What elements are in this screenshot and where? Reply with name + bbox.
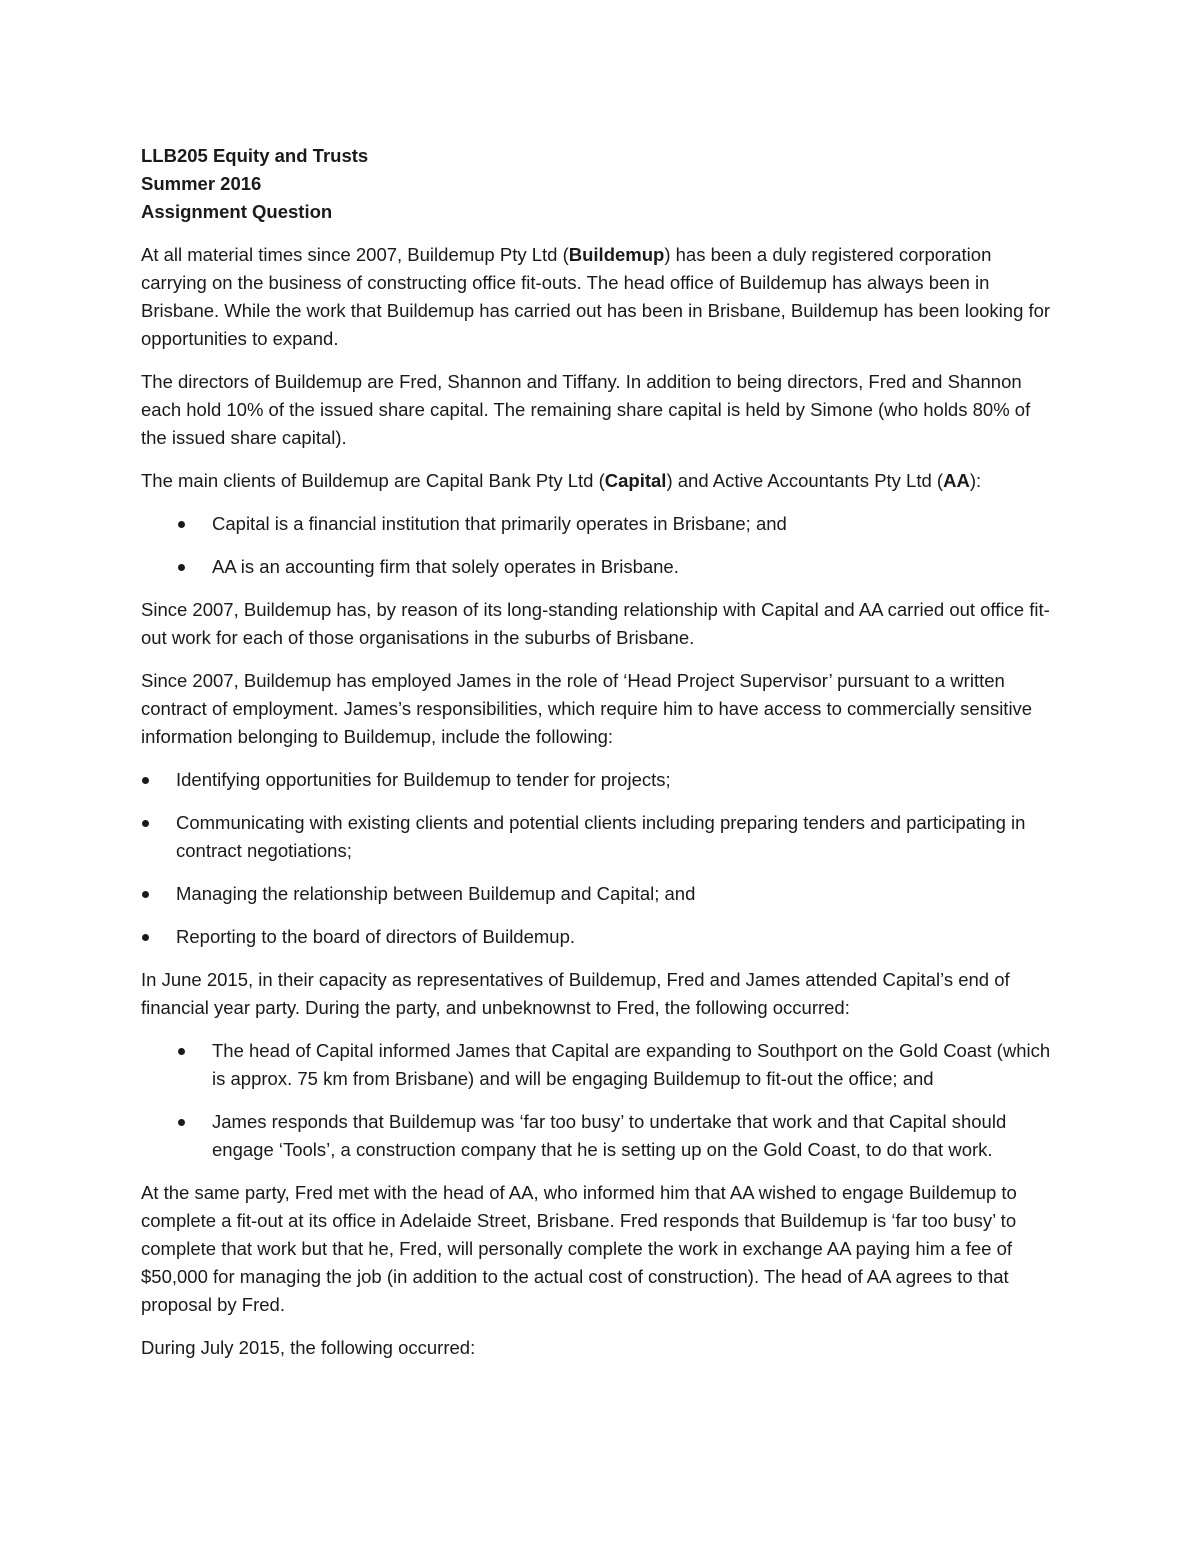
list-item [141,880,1056,908]
party-events-list [141,1037,1056,1164]
list-item-text: Identifying opportunities for Buildemup to tender for projects; [176,769,671,790]
list-item [141,809,1056,865]
list-item-text: Managing the relationship between Buildemup and Capital; and [176,883,696,904]
bullet-icon [178,1048,185,1055]
text-run: ): [969,470,982,491]
defined-term-aa: AA [943,470,970,491]
bullet-icon [142,777,149,784]
paragraph-relationship: Since 2007, Buildemup has, by reason of its long-standing relationship with Capital and AA carried out office fit-out work for each of those organisations in the suburbs of Brisbane. [141,599,1050,648]
text-run: At all material times since 2007, Buildemup Pty Ltd ( [141,244,569,265]
course-title: LLB205 Equity and Trusts [141,145,369,166]
bullet-icon [142,934,149,941]
defined-term-capital: Capital [604,470,667,491]
list-item-text: Reporting to the board of directors of Buildemup. [176,926,576,947]
paragraph-company-background [141,241,1056,353]
list-item-text: AA is an accounting firm that solely operates in Brisbane. [212,556,679,577]
list-item [141,553,1056,581]
list-item-text: Communicating with existing clients and potential clients including preparing tenders and participating in contract negotiations; [176,812,1026,861]
document-title: Assignment Question [141,201,333,222]
text-run: ) has been a duly registered corporation carrying on the business of constructing office fit-outs. The head office of Buildemup has always been in Brisbane. While the work that Buildemup has carried out has been in Brisbane, Buildemup has been looking for opportunities to expand. [141,244,1051,349]
list-item [141,923,1056,951]
list-item-text: James responds that Buildemup was ‘far too busy’ to undertake that work and that Capital should engage ‘Tools’, a construction company that he is setting up on the Gold Coast, to do that work. [212,1111,1007,1160]
paragraph-james-role: Since 2007, Buildemup has employed James in the role of ‘Head Project Supervisor’ pursuant to a written contract of employment. James’s responsibilities, which require him to have access to commercially sensitive information belonging to Buildemup, include the following: [141,670,1033,747]
text-run: ) and Active Accountants Pty Ltd ( [666,470,944,491]
paragraph-directors: The directors of Buildemup are Fred, Shannon and Tiffany. In addition to being directors, Fred and Shannon each hold 10% of the issued share capital. The remaining share capital is held by Simone (who holds 80% of the issued share capital). [141,371,1031,448]
term-label: Summer 2016 [141,173,262,194]
defined-term-buildemup: Buildemup [568,244,665,265]
list-item [141,766,1056,794]
list-item [141,510,1056,538]
text-run: The main clients of Buildemup are Capital Bank Pty Ltd ( [141,470,605,491]
paragraph-july: During July 2015, the following occurred: [141,1337,476,1358]
responsibilities-list [141,766,1056,951]
list-item [141,1037,1056,1093]
document-body [141,142,1056,1377]
paragraph-june-party: In June 2015, in their capacity as representatives of Buildemup, Fred and James attended Capital’s end of financial year party. During the party, and unbeknownst to Fred, the following occurred: [141,969,1010,1018]
list-item [141,1108,1056,1164]
bullet-icon [178,521,185,528]
bullet-icon [178,1119,185,1126]
bullet-icon [178,564,185,571]
list-item-text: Capital is a financial institution that primarily operates in Brisbane; and [212,513,787,534]
bullet-icon [142,820,149,827]
clients-list [141,510,1056,581]
list-item-text: The head of Capital informed James that Capital are expanding to Southport on the Gold Coast (which is approx. 75 km from Brisbane) and will be engaging Buildemup to fit-out the office; and [212,1040,1051,1089]
paragraph-fred-aa: At the same party, Fred met with the head of AA, who informed him that AA wished to engage Buildemup to complete a fit-out at its office in Adelaide Street, Brisbane. Fred responds that Buildemup is ‘far too busy’ to complete that work but that he, Fred, will personally complete the work in exchange AA paying him a fee of $50,000 for managing the job (in addition to the actual cost of construction). The head of AA agrees to that proposal by Fred. [141,1182,1017,1315]
paragraph-clients [141,467,1056,495]
bullet-icon [142,891,149,898]
